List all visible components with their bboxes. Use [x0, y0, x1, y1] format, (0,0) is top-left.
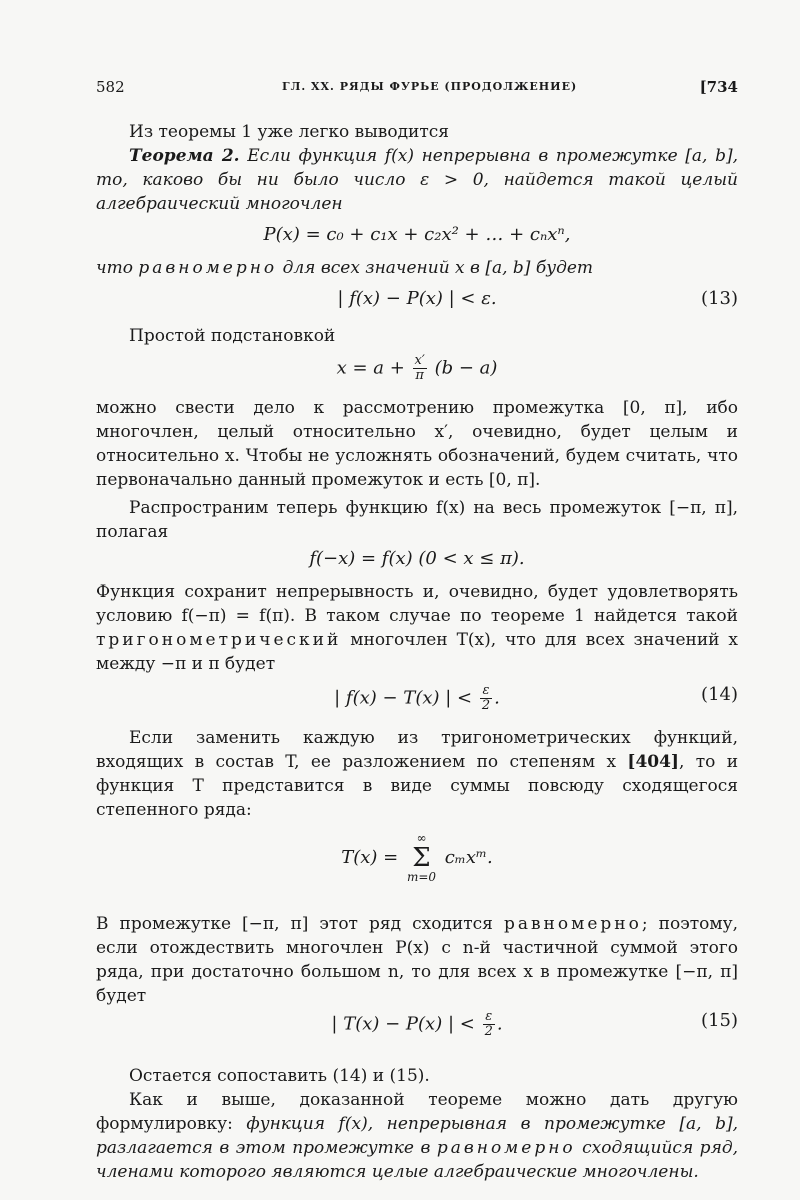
final-paragraph: Как и выше, доказанной теореме можно дать другую формулировку: функция f(x), непрерывная в промежутке [a, b], разлагается в этом промежутке в равномерно сходящийся ряд, членами которого являются целые алгебраические многочлены.	[96, 1090, 739, 1182]
theorem-statement	[96, 144, 738, 216]
emphasis-uniformly-2: равномерно	[503, 914, 642, 934]
replacement-paragraph: Если заменить каждую из тригонометрических функций, входящих в состав T, ее разложением по степеням x [404], то и функция T представится в виде суммы повсюду сходящегося степенного ряда:	[96, 728, 739, 820]
emphasis-trigonometric: тригонометрический	[96, 630, 342, 650]
fraction-x-over-pi: $\frac{x'}{\pi}$	[414, 353, 425, 383]
intro-paragraph: Из теоремы 1 уже легко выводится	[129, 122, 450, 142]
reduction-paragraph: можно свести дело к рассмотрению промежутка [0, π], ибо многочлен, целый относительно x′, очевидно, будет целым и относительно x. Чтобы не усложнять обозначений, будем считать, что первоначально данный промежуток и есть [0, π].	[96, 398, 738, 490]
fraction-eps-over-2: $\frac{\varepsilon}{2}$	[481, 683, 491, 713]
emphasis-uniformly: равномерно	[138, 258, 278, 278]
section-number: [734	[699, 78, 738, 96]
continuity-paragraph: Функция сохранит непрерывность и, очевидно, будет удовлетворять условию f(−π) = f(π). В таком случае по теореме 1 найдется такой тригонометрический многочлен T(x), что для всех значений x между −π и π будет	[96, 582, 739, 674]
book-page	[96, 72, 738, 1184]
power-series-formula: T(x) = ∞ Σ m=0 cₘxᵐ.	[341, 831, 493, 884]
substitution-formula: x = a + $\frac{x'}{\pi}$ (b − a)	[336, 353, 498, 383]
theorem-label: Теорема 2.	[129, 146, 240, 166]
inequality-15: | T(x) − P(x) | < $\frac{\varepsilon}{2}$ . (15)	[331, 1009, 738, 1039]
emphasis-uniformly-3: равномерно	[436, 1138, 576, 1158]
polynomial-formula: P(x) = c₀ + c₁x + c₂x² + … + cₙxⁿ,	[263, 224, 571, 245]
section-reference: [404]	[627, 752, 679, 772]
interval-paragraph: В промежутке [−π, π] этот ряд сходится равномерно; поэтому, если отождествить многочлен P(x) с n-й частичной суммой этого ряда, при достаточно большом n, то для всех x в промежутке [−π, π] будет	[96, 914, 738, 1006]
equation-number-15: (15)	[701, 1010, 738, 1031]
uniform-condition: что равномерно для всех значений x в [a, b] будет	[96, 258, 594, 278]
running-header	[96, 72, 738, 106]
inequality-14: | f(x) − T(x) | < $\frac{\varepsilon}{2}$ . (14)	[334, 683, 738, 713]
inequality-13: | f(x) − P(x) | < ε. (13)	[337, 288, 738, 309]
extension-paragraph: Распространим теперь функцию f(x) на весь промежуток [−π, π], полагая	[96, 498, 738, 542]
page-number: 582	[96, 78, 125, 96]
equation-number-14: (14)	[701, 684, 738, 705]
equation-number-13: (13)	[701, 288, 738, 309]
compare-paragraph: Остается сопоставить (14) и (15).	[129, 1066, 430, 1086]
even-extension-formula: f(−x) = f(x) (0 < x ≤ π).	[309, 548, 525, 569]
sum-symbol: ∞ Σ m=0	[406, 831, 437, 884]
theorem-text: Если функция f(x) непрерывна в промежутке [a, b], то, каково бы ни было число ε > 0, найдется такой целый алгебраический многочлен	[96, 146, 739, 214]
fraction-eps-over-2-b: $\frac{\varepsilon}{2}$	[484, 1009, 493, 1039]
running-title: ГЛ. XX. РЯДЫ ФУРЬЕ (ПРОДОЛЖЕНИЕ)	[282, 80, 578, 93]
substitution-intro: Простой подстановкой	[129, 326, 336, 346]
